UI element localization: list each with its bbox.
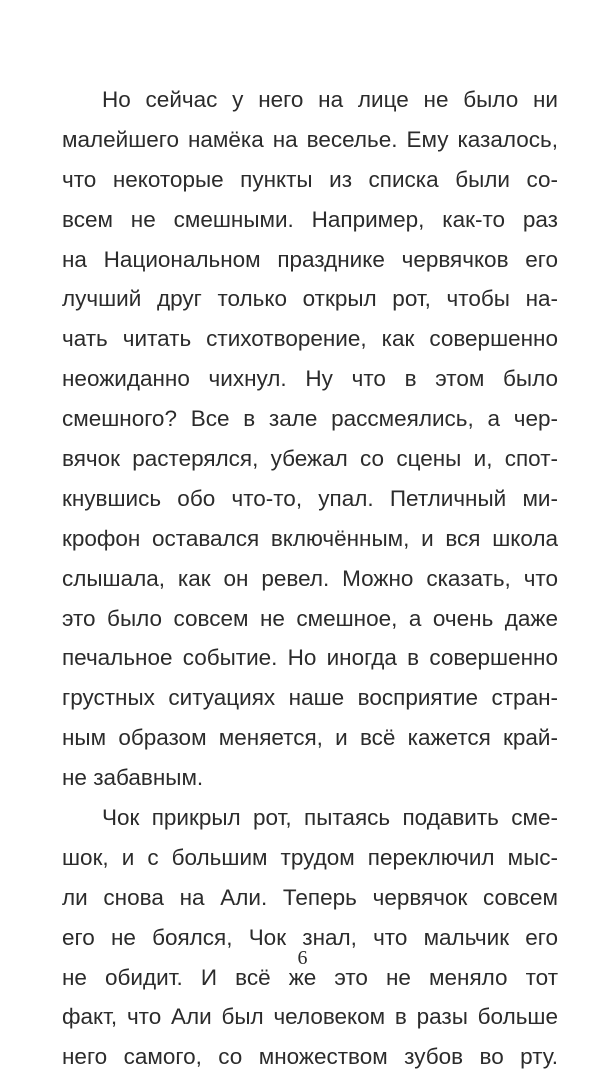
text-line: ным образом меняется, и всё кажется край- bbox=[62, 725, 558, 751]
text-line: не обидит. И всё же это не меняло тот bbox=[62, 964, 558, 990]
text-line: Чок прикрыл рот, пытаясь подавить сме- bbox=[102, 805, 558, 831]
text-line: него самого, со множеством зубов во рту. bbox=[62, 1044, 558, 1070]
paragraph-1 bbox=[62, 80, 558, 798]
text-line: что некоторые пункты из списка были со- bbox=[62, 166, 558, 192]
text-line: крофон оставался включённым, и вся школа bbox=[62, 525, 558, 551]
text-line: всем не смешными. Например, как-то раз bbox=[62, 206, 558, 232]
text-line: факт, что Али был человеком в разы больше bbox=[62, 1004, 558, 1030]
text-line: кнувшись обо что-то, упал. Петличный ми- bbox=[62, 485, 558, 511]
text-line: его не боялся, Чок знал, что мальчик его bbox=[62, 924, 558, 950]
text-line: вячок растерялся, убежал со сцены и, спот- bbox=[62, 446, 558, 472]
text-line: лучший друг только открыл рот, чтобы на- bbox=[62, 286, 558, 312]
text-line: смешного? Все в зале рассмеялись, а чер- bbox=[62, 406, 558, 432]
text-line: грустных ситуациях наше восприятие стран- bbox=[62, 685, 558, 711]
text-line: печальное событие. Но иногда в совершенно bbox=[62, 645, 558, 671]
text-line: на Национальном празднике червячков его bbox=[62, 246, 558, 272]
page-number: 6 bbox=[297, 947, 308, 969]
text-line: Но сейчас у него на лице не было ни bbox=[102, 87, 558, 112]
body-text bbox=[62, 80, 558, 1077]
text-line: чать читать стихотворение, как совершенно bbox=[62, 326, 558, 352]
text-line: это было совсем не смешное, а очень даже bbox=[62, 605, 558, 631]
text-line: не забавным. bbox=[62, 765, 204, 791]
text-line: ли снова на Али. Теперь червячок совсем bbox=[62, 884, 558, 910]
text-line: неожиданно чихнул. Ну что в этом было bbox=[62, 366, 558, 392]
paragraph-2 bbox=[62, 798, 558, 1077]
text-line: малейшего намёка на веселье. Ему казалось, bbox=[62, 126, 558, 152]
text-line: слышала, как он ревел. Можно сказать, что bbox=[62, 565, 558, 591]
text-line: шок, и с большим трудом переключил мыс- bbox=[62, 844, 558, 870]
